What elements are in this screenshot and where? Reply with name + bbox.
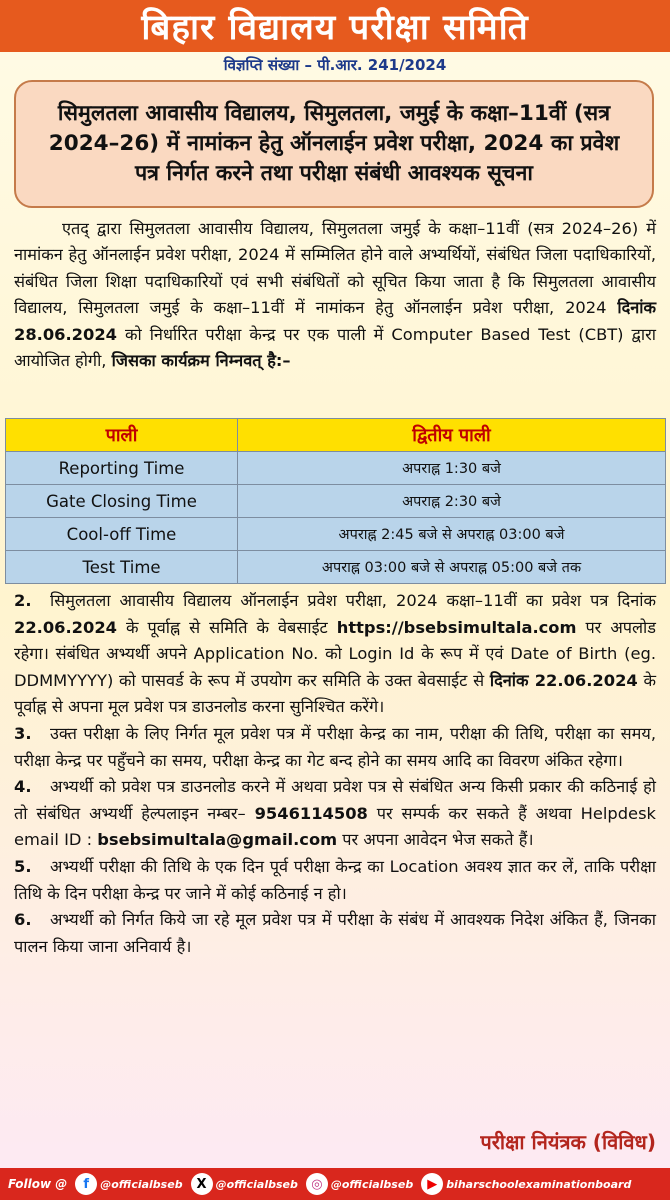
- point-2: [14, 588, 656, 721]
- point-number: 6.: [14, 910, 32, 930]
- schedule-label: Cool-off Time: [6, 518, 238, 551]
- x-icon: X: [191, 1173, 213, 1195]
- youtube-link[interactable]: [421, 1173, 631, 1195]
- schedule-value: अपराह्न 03:00 बजे से अपराह्न 05:00 बजे तक: [238, 551, 666, 584]
- schedule-label: Gate Closing Time: [6, 485, 238, 518]
- point-text: अभ्यर्थी को निर्गत किये जा रहे मूल प्रवेश पत्र में परीक्षा के संबंध में आवश्यक निदेश अंकित हैं, जिनका पालन किया जाना अनिवार्य है।: [14, 910, 656, 956]
- point-number: 4.: [14, 777, 32, 797]
- instagram-handle: @officialbseb: [330, 1177, 414, 1191]
- intro-part1: एतद् द्वारा सिमुलतला आवासीय विद्यालय, सिमुलतला जमुई के कक्षा–11वीं (सत्र 2024–26) में नामांकन हेतु ऑनलाईन प्रवेश परीक्षा, 2024 में सम्मिलित होने वाले अभ्यर्थियों, संबंधित जिला पदाधिकारियों, संबंधित जिला शिक्षा पदाधिकारियों एवं सभी संबंधितों को सूचित किया जाता है कि सिमुलतला आवासीय विद्यालय, सिमुलतला जमुई के कक्षा–11वीं में नामांकन हेतु ऑनलाईन प्रवेश परीक्षा, 2024: [14, 219, 656, 318]
- header-banner: [0, 0, 670, 52]
- table-row: [6, 518, 666, 551]
- youtube-handle: biharschoolexaminationboard: [446, 1177, 632, 1191]
- schedule-value: अपराह्न 2:45 बजे से अपराह्न 03:00 बजे: [238, 518, 666, 551]
- point-text: अभ्यर्थी को प्रवेश पत्र डाउनलोड करने में अथवा प्रवेश पत्र से संबंधित अन्य किसी प्रकार की कठिनाई हो तो संबंधित अभ्यर्थी हेल्पलाइन नम्बर–: [14, 777, 656, 823]
- social-footer: [0, 1168, 670, 1200]
- schedule-label: Test Time: [6, 551, 238, 584]
- instagram-icon: ◎: [306, 1173, 328, 1195]
- table-row: [6, 452, 666, 485]
- youtube-icon: ▶: [421, 1173, 443, 1195]
- point-text: उक्त परीक्षा के लिए निर्गत मूल प्रवेश पत्र में परीक्षा केन्द्र का नाम, परीक्षा की तिथि, परीक्षा का समय, परीक्षा केन्द्र पर पहुँचने का समय, परीक्षा केन्द्र का गेट बन्द होने का समय आदि का विवरण अंकित रहेगा।: [14, 723, 656, 770]
- point-text: पर अपलोड रहेगा। संबंधित अभ्यर्थी अपने Application No. को Login Id के रूप में एवं Date of Birth (eg. DDMMYYYY) को पासवर्ड के रूप में उपयोग कर समिति के उक्त बेवसाईट से: [14, 617, 656, 690]
- point-4: [14, 774, 656, 854]
- point-number: 2.: [14, 591, 32, 610]
- point-3: [14, 721, 656, 774]
- schedule-header-shift: पाली: [6, 419, 238, 452]
- subject-box: [14, 80, 654, 208]
- point-text: अभ्यर्थी परीक्षा की तिथि के एक दिन पूर्व परीक्षा केन्द्र का Location अवश्य ज्ञात कर लें, ताकि परीक्षा तिथि के दिन परीक्षा केन्द्र पर जाने में कोई कठिनाई न हो।: [14, 856, 656, 903]
- table-row: [6, 551, 666, 584]
- schedule-label: Reporting Time: [6, 452, 238, 485]
- x-link[interactable]: [191, 1173, 298, 1195]
- schedule-table: [5, 418, 666, 584]
- exam-date: दिनांक 28.06.2024: [14, 298, 656, 344]
- helpdesk-email[interactable]: bsebsimultala@gmail.com: [97, 830, 338, 850]
- intro-part2: को निर्धारित परीक्षा केन्द्र पर एक पाली में Computer Based Test (CBT) द्वारा आयोजित होगी,: [14, 324, 656, 371]
- subject-text: सिमुलतला आवासीय विद्यालय, सिमुलतला, जमुई के कक्षा–11वीं (सत्र 2024–26) में नामांकन हेतु ऑनलाईन प्रवेश परीक्षा, 2024 का प्रवेश पत्र निर्गत करने तथा परीक्षा संबंधी आवश्यक सूचना: [48, 101, 620, 186]
- point-number: 3.: [14, 723, 32, 743]
- x-handle: @officialbseb: [215, 1177, 298, 1191]
- schedule-header-row: [6, 419, 666, 452]
- point-text: पर अपना आवेदन भेज सकते हैं।: [342, 830, 534, 850]
- point-6: [14, 907, 656, 960]
- schedule-value: अपराह्न 2:30 बजे: [238, 485, 666, 518]
- table-row: [6, 485, 666, 518]
- facebook-link[interactable]: [75, 1173, 182, 1195]
- admit-card-date: 22.06.2024: [14, 617, 117, 637]
- point-text: के पूर्वाह्न से समिति के वेबसाईट: [125, 617, 328, 637]
- page-title: बिहार विद्यालय परीक्षा समिति: [141, 7, 529, 48]
- website-link[interactable]: https://bsebsimultala.com: [336, 617, 577, 637]
- point-text: के पूर्वाह्न से अपना मूल प्रवेश पत्र डाउनलोड करना सुनिश्चित करेंगे।: [14, 670, 656, 717]
- point-number: 5.: [14, 856, 32, 876]
- instagram-link[interactable]: [306, 1173, 413, 1195]
- instruction-points: [14, 588, 656, 960]
- download-date: दिनांक 22.06.2024: [489, 670, 638, 690]
- schedule-header-second-shift: द्वितीय पाली: [238, 419, 666, 452]
- facebook-handle: @officialbseb: [100, 1177, 183, 1191]
- schedule-lead: जिसका कार्यक्रम निम्नवत् है:–: [111, 351, 291, 371]
- schedule-value: अपराह्न 1:30 बजे: [238, 452, 666, 485]
- intro-paragraph: [14, 216, 656, 374]
- point-text: पर सम्पर्क कर सकते हैं अथवा Helpdesk email ID :: [14, 803, 656, 850]
- signature: परीक्षा नियंत्रक (विविध): [480, 1130, 656, 1154]
- follow-label: Follow @: [8, 1177, 68, 1191]
- point-5: [14, 854, 656, 907]
- helpline-number: 9546114508: [254, 803, 368, 823]
- facebook-icon: f: [75, 1173, 97, 1195]
- point-text: सिमुलतला आवासीय विद्यालय ऑनलाईन प्रवेश परीक्षा, 2024 कक्षा–11वीं का प्रवेश पत्र दिनांक: [50, 591, 656, 610]
- notice-number: विज्ञप्ति संख्या – पी.आर. 241/2024: [223, 56, 447, 74]
